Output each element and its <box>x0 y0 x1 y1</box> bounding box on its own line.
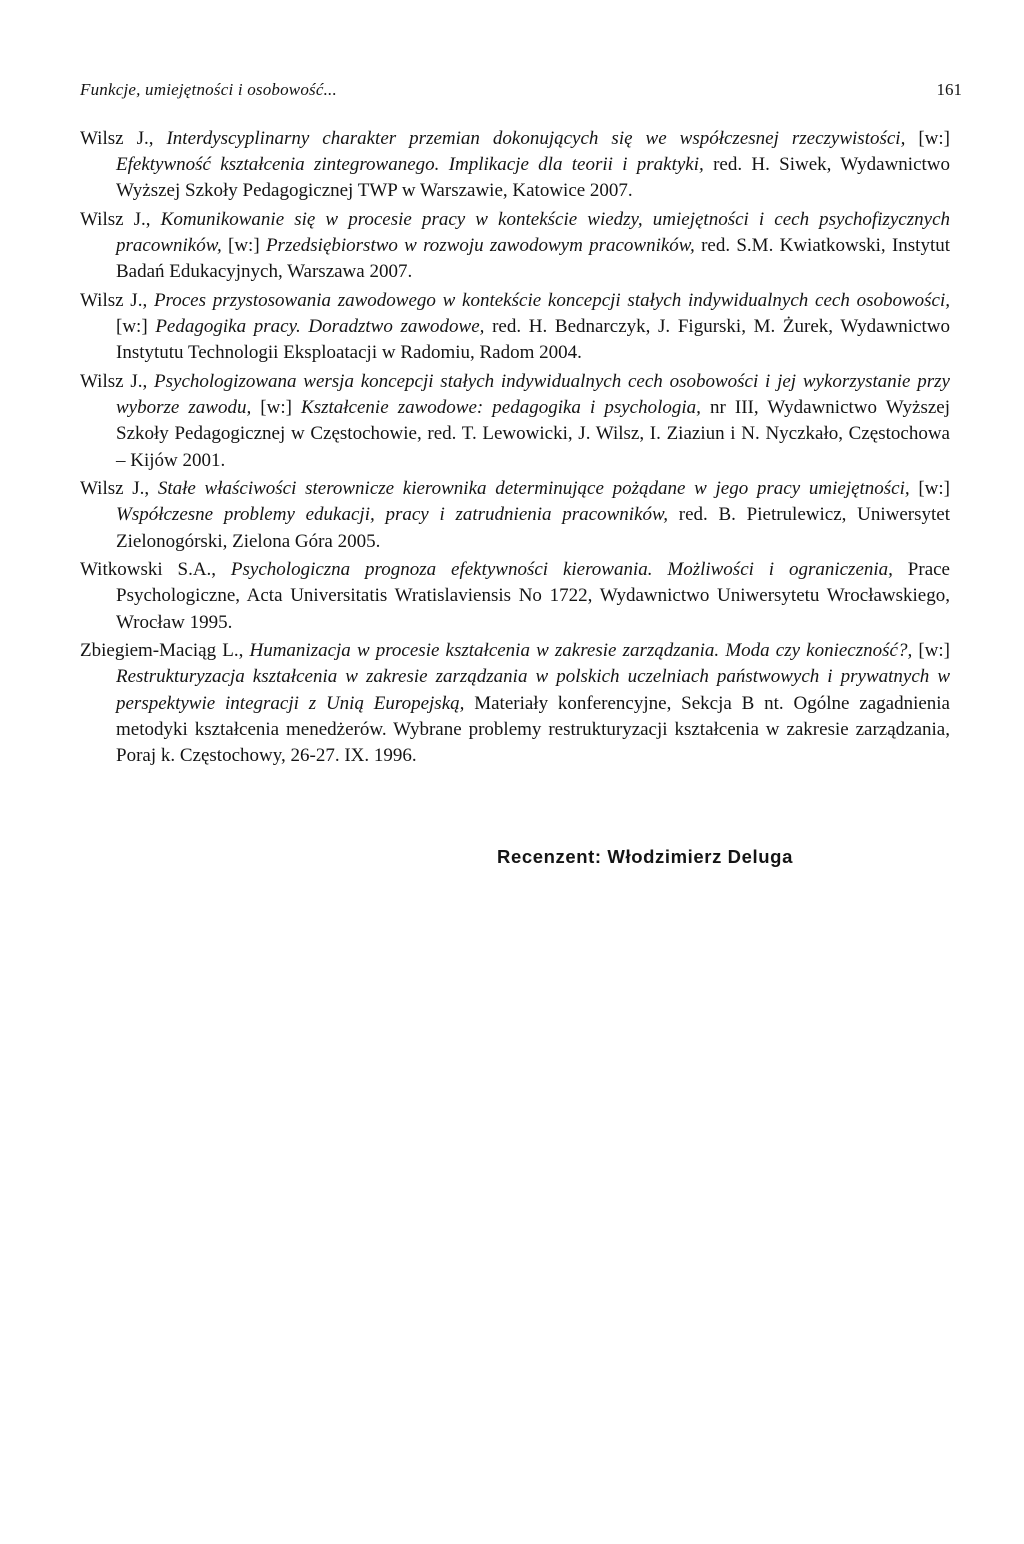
bibliography-list <box>80 126 950 772</box>
running-header <box>80 80 962 104</box>
bibliography-entry <box>80 207 950 286</box>
entry-source-title: Efektywność kształcenia zintegrowanego. Implikacje dla teorii i praktyki, <box>116 154 704 176</box>
bibliography-entry <box>80 476 950 555</box>
entry-title: Stałe właściwości sterownicze kierownika determinujące pożądane w jego pracy umiejętności, <box>157 478 910 500</box>
entry-author: Wilsz J., <box>80 290 154 311</box>
page-number: 161 <box>936 80 962 99</box>
entry-details: [w:] <box>905 128 951 149</box>
bibliography-entry <box>80 369 950 474</box>
reviewer-credit: Recenzent: Włodzimierz Deluga <box>497 846 793 867</box>
entry-title: Psychologiczna prognoza efektywności kierowania. Możliwości i ograniczenia, <box>230 559 893 581</box>
entry-details: [w:] <box>116 316 156 338</box>
entry-author: Wilsz J., <box>80 371 155 392</box>
entry-author: Wilsz J., <box>80 478 158 500</box>
bibliography-entry <box>80 557 950 636</box>
entry-source-title: Pedagogika pracy. Doradztwo zawodowe, <box>155 316 485 338</box>
entry-source-title: Przedsiębiorstwo w rozwoju zawodowym pracowników, <box>265 235 695 257</box>
entry-author: Witkowski S.A., <box>80 559 231 581</box>
entry-source-title: Współczesne problemy edukacji, pracy i zatrudnienia pracowników, <box>116 504 669 526</box>
entry-title: Proces przystosowania zawodowego w kontekście koncepcji stałych indywidualnych cech osobowości, <box>153 290 950 311</box>
entry-details: [w:] <box>221 235 266 257</box>
entry-title: Humanizacja w procesie kształcenia w zakresie zarządzania. Moda czy konieczność?, <box>249 640 913 662</box>
entry-publication-info: red. S.M. Kwiatkowski, Instytut Badań Edukacyjnych, Warszawa 2007. <box>116 235 951 283</box>
bibliography-entry <box>80 638 950 769</box>
entry-author: Zbiegiem-Maciąg L., <box>80 640 250 662</box>
running-title: Funkcje, umiejętności i osobowość... <box>80 80 337 99</box>
entry-source-title: Restrukturyzacja kształcenia w zakresie zarządzania w polskich uczelniach państwowych i prywatnych w perspektywie integracji z Unią Europejską, <box>116 666 950 714</box>
entry-publication-info: red. H. Bednarczyk, J. Figurski, M. Żurek, Wydawnictwo Instytutu Technologii Eksploatacji w Radomiu, Radom 2004. <box>116 316 951 364</box>
entry-details: [w:] <box>909 478 951 500</box>
entry-title: Komunikowanie się w procesie pracy w kontekście wiedzy, umiejętności i cech psychofizycznych pracowników, <box>116 209 950 257</box>
entry-details: [w:] <box>251 397 302 419</box>
bibliography-entry <box>80 288 950 367</box>
entry-details: Prace Psychologiczne, Acta Universitatis Wratislaviensis No 1722, Wydawnictwo Uniwersytetu Wrocławskiego, Wrocław 1995. <box>116 559 950 633</box>
entry-details: [w:] <box>912 640 951 662</box>
entry-author: Wilsz J., <box>80 209 161 230</box>
entry-publication-info: red. H. Siwek, Wydawnictwo Wyższej Szkoły Pedagogicznej TWP w Warszawie, Katowice 2007. <box>116 154 950 202</box>
entry-author: Wilsz J., <box>80 128 167 149</box>
entry-source-title: Kształcenie zawodowe: pedagogika i psychologia, <box>301 397 701 419</box>
entry-title: Psychologizowana wersja koncepcji stałych indywidualnych cech osobowości i jej wykorzystanie przy wyborze zawodu, <box>116 371 950 419</box>
entry-publication-info: nr III, Wydawnictwo Wyższej Szkoły Pedagogicznej w Częstochowie, red. T. Lewowicki, J. Wilsz, I. Ziaziun i N. Nyczkało, Częstochowa – Kijów 2001. <box>116 397 951 471</box>
bibliography-entry <box>80 126 950 205</box>
entry-title: Interdyscyplinarny charakter przemian dokonujących się we współczesnej rzeczywistości, <box>166 128 906 149</box>
entry-publication-info: red. B. Pietrulewicz, Uniwersytet Zielonogórski, Zielona Góra 2005. <box>116 504 950 552</box>
entry-publication-info: Materiały konferencyjne, Sekcja B nt. Ogólne zagadnienia metodyki kształcenia menedżerów. Wybrane problemy restrukturyzacji kształcenia w zakresie zarządzania, Poraj k. Częstochowy, 26-27. IX. 1996. <box>116 692 950 767</box>
